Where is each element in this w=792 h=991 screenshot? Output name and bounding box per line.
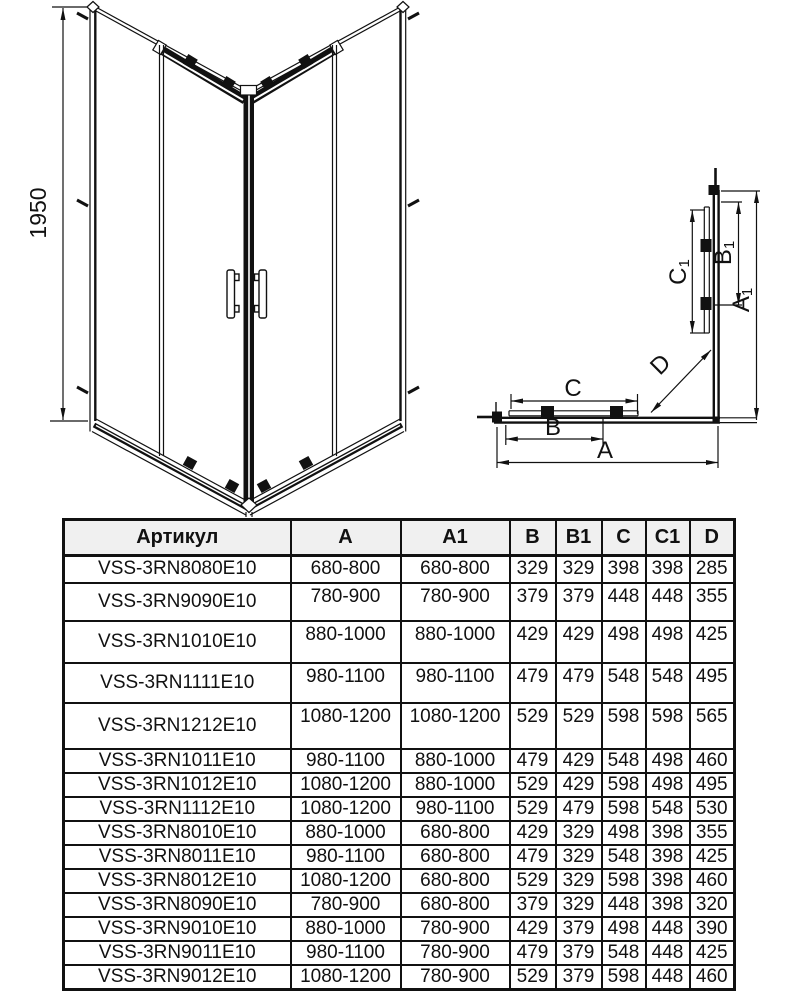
col-header-c: C	[602, 520, 646, 556]
col-header-a: A	[291, 520, 401, 556]
cell-article: VSS-3RN1011E10	[64, 749, 291, 773]
cell-b: 529	[510, 703, 556, 749]
cell-c: 598	[602, 703, 646, 749]
cell-a1: 980-1100	[401, 663, 510, 703]
front-view	[50, 2, 419, 518]
cell-a1: 1080-1200	[401, 703, 510, 749]
cell-b1: 329	[556, 869, 602, 893]
table-row	[64, 621, 735, 663]
cell-article: VSS-3RN8090E10	[64, 893, 291, 917]
cell-b: 529	[510, 773, 556, 797]
cell-article: VSS-3RN9011E10	[64, 941, 291, 965]
cell-c1: 398	[646, 893, 690, 917]
dim-label-b1: B1	[710, 240, 738, 266]
cell-b: 329	[510, 556, 556, 583]
cell-a1: 680-800	[401, 556, 510, 583]
table-row	[64, 797, 735, 821]
cell-b1: 529	[556, 703, 602, 749]
table-row	[64, 845, 735, 869]
col-header-c1: C1	[646, 520, 690, 556]
cell-a: 1080-1200	[291, 773, 401, 797]
dim-label-d: D	[645, 349, 677, 381]
cell-d: 390	[690, 917, 735, 941]
cell-b: 479	[510, 845, 556, 869]
cell-b1: 379	[556, 917, 602, 941]
cell-d: 320	[690, 893, 735, 917]
cell-d: 425	[690, 621, 735, 663]
top-wall-profile	[709, 185, 720, 195]
cell-b: 479	[510, 663, 556, 703]
cell-article: VSS-3RN1111E10	[64, 663, 291, 703]
cell-c1: 448	[646, 941, 690, 965]
plan-dim-labels	[545, 241, 756, 464]
cell-a: 880-1000	[291, 917, 401, 941]
cell-article: VSS-3RN9012E10	[64, 965, 291, 990]
cell-c1: 548	[646, 663, 690, 703]
col-header-b: B	[510, 520, 556, 556]
cell-c: 498	[602, 917, 646, 941]
col-header-article: Артикул	[64, 520, 291, 556]
cell-c: 598	[602, 773, 646, 797]
cell-b1: 329	[556, 893, 602, 917]
cell-c: 448	[602, 583, 646, 621]
cell-c: 548	[602, 845, 646, 869]
cell-d: 355	[690, 583, 735, 621]
cell-a1: 680-800	[401, 845, 510, 869]
cell-b: 429	[510, 621, 556, 663]
cell-a: 1080-1200	[291, 703, 401, 749]
cell-a: 980-1100	[291, 845, 401, 869]
cell-d: 460	[690, 749, 735, 773]
cell-a: 980-1100	[291, 941, 401, 965]
cell-a1: 880-1000	[401, 773, 510, 797]
cell-c: 498	[602, 621, 646, 663]
cell-a1: 880-1000	[401, 749, 510, 773]
spec-table	[62, 518, 736, 991]
cell-b1: 379	[556, 583, 602, 621]
table-row	[64, 773, 735, 797]
dim-label-c: C	[564, 375, 582, 402]
cell-d: 460	[690, 965, 735, 990]
cell-d: 355	[690, 821, 735, 845]
cell-c1: 398	[646, 821, 690, 845]
cell-d: 425	[690, 941, 735, 965]
cell-b: 529	[510, 797, 556, 821]
cell-c1: 498	[646, 773, 690, 797]
cell-a: 680-800	[291, 556, 401, 583]
cell-c: 548	[602, 749, 646, 773]
cell-article: VSS-3RN1112E10	[64, 797, 291, 821]
cell-b1: 329	[556, 556, 602, 583]
cell-a1: 680-800	[401, 821, 510, 845]
cell-c1: 448	[646, 965, 690, 990]
cell-a: 780-900	[291, 893, 401, 917]
cell-b1: 429	[556, 621, 602, 663]
cell-d: 425	[690, 845, 735, 869]
cell-c1: 498	[646, 621, 690, 663]
left-wall-profile	[492, 412, 502, 423]
cell-a1: 780-900	[401, 941, 510, 965]
table-row	[64, 917, 735, 941]
table-row	[64, 965, 735, 990]
cell-b1: 479	[556, 797, 602, 821]
cell-c: 548	[602, 663, 646, 703]
cell-c1: 448	[646, 917, 690, 941]
cell-a: 880-1000	[291, 621, 401, 663]
cell-a1: 780-900	[401, 965, 510, 990]
cell-c1: 398	[646, 869, 690, 893]
cell-a: 980-1100	[291, 749, 401, 773]
cell-c1: 398	[646, 556, 690, 583]
cell-article: VSS-3RN8012E10	[64, 869, 291, 893]
cell-a: 980-1100	[291, 663, 401, 703]
table-row	[64, 663, 735, 703]
cell-c: 598	[602, 797, 646, 821]
cell-b1: 329	[556, 821, 602, 845]
dim-label-b: B	[544, 414, 562, 441]
cell-a1: 680-800	[401, 869, 510, 893]
table-row	[64, 583, 735, 621]
cell-c1: 498	[646, 749, 690, 773]
cell-b: 379	[510, 583, 556, 621]
cell-c1: 398	[646, 845, 690, 869]
table-row	[64, 869, 735, 893]
table-row	[64, 941, 735, 965]
height-dimension	[50, 7, 88, 421]
cell-c: 598	[602, 965, 646, 990]
cell-article: VSS-3RN1010E10	[64, 621, 291, 663]
cell-a1: 980-1100	[401, 797, 510, 821]
cell-d: 460	[690, 869, 735, 893]
table-header-row	[64, 520, 735, 556]
cell-c: 598	[602, 869, 646, 893]
cell-c: 398	[602, 556, 646, 583]
cell-a: 780-900	[291, 583, 401, 621]
cell-b: 429	[510, 821, 556, 845]
cell-b1: 379	[556, 965, 602, 990]
col-header-d: D	[690, 520, 735, 556]
cell-a: 1080-1200	[291, 965, 401, 990]
cell-d: 530	[690, 797, 735, 821]
cell-article: VSS-3RN1012E10	[64, 773, 291, 797]
cell-b: 529	[510, 965, 556, 990]
cell-article: VSS-3RN8010E10	[64, 821, 291, 845]
table-row	[64, 556, 735, 583]
cell-b: 529	[510, 869, 556, 893]
cell-c: 498	[602, 821, 646, 845]
col-header-a1: A1	[401, 520, 510, 556]
cell-article: VSS-3RN9090E10	[64, 583, 291, 621]
cell-b1: 479	[556, 663, 602, 703]
cell-a1: 780-900	[401, 583, 510, 621]
cell-a1: 780-900	[401, 917, 510, 941]
cell-a1: 680-800	[401, 893, 510, 917]
cell-a: 1080-1200	[291, 869, 401, 893]
cell-b1: 379	[556, 941, 602, 965]
cell-a: 1080-1200	[291, 797, 401, 821]
cell-article: VSS-3RN9010E10	[64, 917, 291, 941]
cell-c1: 598	[646, 703, 690, 749]
cell-c: 548	[602, 941, 646, 965]
cell-d: 495	[690, 663, 735, 703]
cell-d: 285	[690, 556, 735, 583]
cell-article: VSS-3RN1212E10	[64, 703, 291, 749]
cell-article: VSS-3RN8011E10	[64, 845, 291, 869]
dim-label-a1: A1	[728, 287, 756, 313]
dim-label-c1: C1	[665, 259, 693, 285]
dim-label-height: 1950	[25, 187, 51, 239]
dim-label-a: A	[596, 437, 614, 464]
cell-c1: 548	[646, 797, 690, 821]
cell-c: 448	[602, 893, 646, 917]
cell-b: 379	[510, 893, 556, 917]
table-row	[64, 749, 735, 773]
cell-b1: 429	[556, 749, 602, 773]
cell-d: 495	[690, 773, 735, 797]
cell-a1: 880-1000	[401, 621, 510, 663]
cell-b: 429	[510, 917, 556, 941]
cell-b: 479	[510, 749, 556, 773]
col-header-b1: B1	[556, 520, 602, 556]
cell-b1: 329	[556, 845, 602, 869]
cell-b1: 429	[556, 773, 602, 797]
table-row	[64, 703, 735, 749]
plan-view	[477, 168, 760, 468]
cell-d: 565	[690, 703, 735, 749]
table-row	[64, 893, 735, 917]
cell-b: 479	[510, 941, 556, 965]
cell-c1: 448	[646, 583, 690, 621]
cell-a: 880-1000	[291, 821, 401, 845]
cell-article: VSS-3RN8080E10	[64, 556, 291, 583]
table-row	[64, 821, 735, 845]
